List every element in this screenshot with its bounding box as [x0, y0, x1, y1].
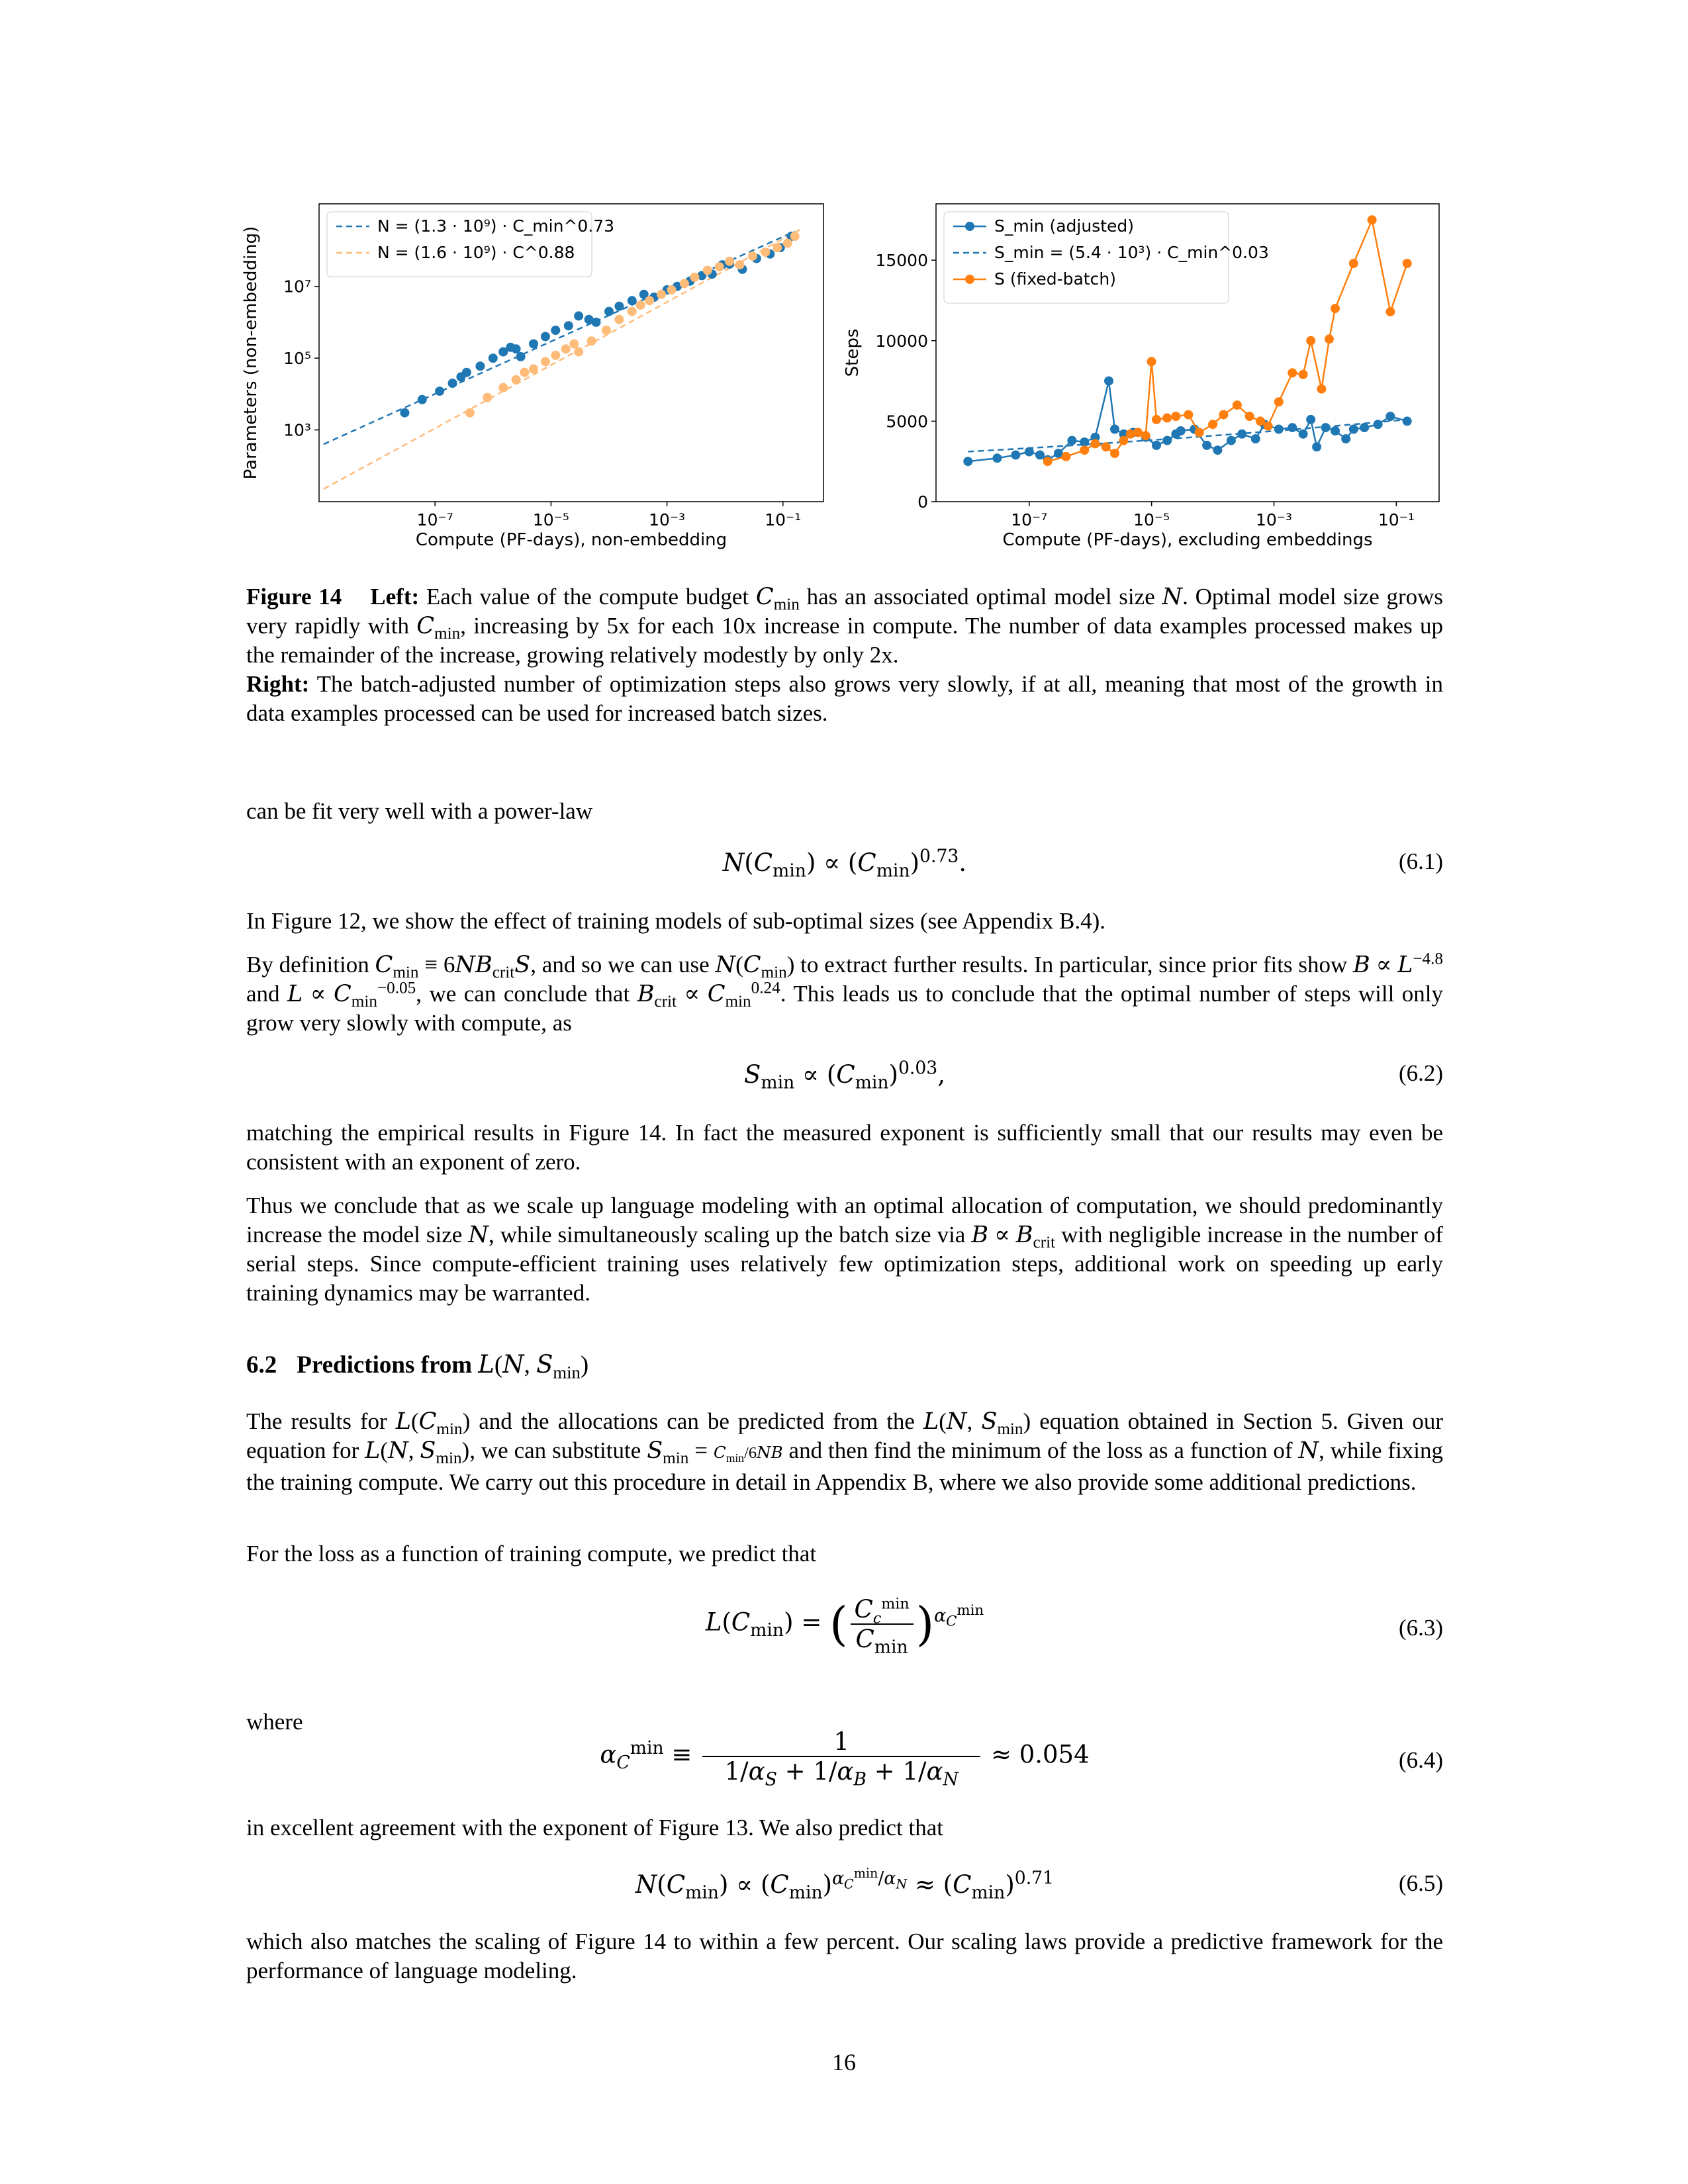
data-point: [465, 408, 475, 418]
equation-number: (6.1): [1398, 848, 1443, 874]
data-point: [561, 344, 571, 353]
data-point: [614, 315, 624, 324]
data-point: [498, 383, 508, 392]
data-point: [1374, 420, 1383, 429]
data-point: [1147, 357, 1156, 366]
data-point: [1011, 451, 1020, 460]
x-tick-label: 10⁻⁵: [532, 510, 569, 529]
x-tick-label: 10⁻¹: [765, 510, 802, 529]
y-axis-label: Parameters (non-embedding): [241, 226, 261, 480]
data-point: [1264, 422, 1273, 431]
caption-text: The batch-adjusted number of optimization steps also grows very slowly, if at all, meaning that most of the growth in data examples processed can be used for increased batch sizes.: [246, 671, 1443, 726]
paragraph: can be fit very well with a power-law: [246, 798, 593, 824]
data-point: [715, 262, 724, 271]
data-point: [1110, 425, 1119, 434]
left-chart: [241, 199, 829, 569]
data-point: [1341, 434, 1350, 443]
data-point: [1152, 415, 1161, 424]
x-tick-label: 10⁻⁷: [1011, 510, 1048, 529]
legend-label: N = (1.6 · 10⁹) · C^0.88: [377, 243, 575, 262]
data-point: [1349, 425, 1358, 434]
data-point: [1317, 385, 1326, 394]
data-point: [1349, 259, 1358, 268]
figure-caption: Figure 14 Left: Each value of the compute budget $C_{min}$ has an associated optimal model size N. Optimal model size grows very rapidly with $C_{min}$, increasing by 5x for each 10x increase in compute. The number of data examples processed makes up the remainder of the increase, growing relatively modestly by only 2x. Right: The batch-adjusted number of optimization steps also grows very slowly, if at all, meaning that most of the growth in data examples processed can be used for increased batch sizes.: [246, 584, 1444, 726]
data-point: [604, 307, 614, 316]
data-point: [574, 347, 583, 357]
data-point: [1306, 415, 1315, 424]
data-point: [551, 326, 560, 335]
data-point: [483, 393, 492, 402]
data-point: [1061, 452, 1070, 461]
data-point: [448, 379, 457, 388]
data-point: [1385, 412, 1395, 421]
data-point: [569, 340, 579, 349]
legend: [944, 212, 1269, 303]
page-number: 16: [832, 2049, 856, 2075]
caption-left: Left:: [370, 584, 420, 610]
data-point: [435, 387, 444, 396]
data-point: [1080, 445, 1089, 455]
y-axis-label: Steps: [843, 328, 863, 377]
data-point: [1102, 442, 1111, 451]
data-point: [680, 279, 689, 288]
data-point: [1274, 425, 1284, 434]
equation-6-3: $L(C_{min})$ = ( $\frac{C_c^{min}}{C_{min}}$ )$^{\alpha_C^{min}}$ (6.3): [705, 1595, 1443, 1658]
caption-text: . Optimal model size grows very rapidly with: [246, 584, 1444, 639]
caption-text: has an associated optimal model size: [806, 584, 1155, 610]
data-point: [773, 243, 782, 252]
data-point: [1321, 423, 1331, 432]
y-tick-label: 10000: [875, 331, 928, 351]
data-point: [1035, 451, 1045, 460]
data-point: [512, 344, 521, 353]
data-point: [1141, 431, 1150, 440]
caption-text: , increasing by 5x for each 10x increase in compute. The number of data examples processed makes up the remainder of the increase, growing relatively modestly by only 2x.: [246, 613, 1443, 668]
equation-6-4: $\alpha_C^{min}$ ≡ $\frac{1}{1/\alpha_S + 1/\alpha_B + 1/\alpha_N}$ ≈ 0.054 (6.4): [600, 1727, 1443, 1790]
paragraph: which also matches the scaling of Figure 14 to within a few percent. Our scaling laws provide a predictive framework for the performance of language modeling.: [246, 1929, 1443, 1983]
data-point: [667, 285, 677, 295]
data-point: [564, 321, 573, 330]
legend-label: S_min (adjusted): [994, 216, 1135, 236]
data-point: [1331, 304, 1340, 313]
data-point: [1176, 426, 1186, 435]
data-point: [1360, 423, 1369, 432]
data-point: [1233, 400, 1242, 410]
y-tick-label: 10⁵: [283, 349, 311, 369]
data-point: [587, 336, 596, 345]
legend: [327, 212, 614, 277]
legend-label: S (fixed-batch): [994, 269, 1116, 289]
data-point: [748, 251, 757, 261]
right-chart: [843, 199, 1443, 569]
data-point: [1299, 430, 1308, 439]
paragraph: matching the empirical results in Figure 14. In fact the measured exponent is sufficiently small that our results may even be consistent with an exponent of zero.: [246, 1120, 1443, 1175]
y-tick-label: 15000: [875, 251, 928, 271]
data-point: [520, 368, 529, 377]
y-tick-label: 10³: [283, 420, 311, 440]
paragraph: where: [246, 1709, 303, 1735]
data-point: [1091, 439, 1100, 448]
equation-6-1: $N(C_{min}) \propto (C_{min})^{0.73}$. (6.1): [722, 846, 1443, 882]
data-point: [1162, 436, 1172, 445]
data-point: [541, 357, 550, 366]
x-axis-label: Compute (PF-days), non-embedding: [415, 530, 727, 550]
data-point: [1274, 397, 1284, 406]
data-point: [592, 318, 601, 327]
data-point: [1306, 336, 1315, 345]
x-tick-label: 10⁻⁵: [1133, 510, 1170, 529]
data-point: [1152, 441, 1161, 450]
data-point: [1126, 430, 1135, 439]
caption-label: Figure 14: [246, 584, 342, 610]
data-point: [1227, 436, 1236, 445]
data-point: [963, 457, 972, 466]
data-point: [475, 361, 485, 371]
data-point: [703, 266, 712, 275]
data-point: [1403, 259, 1412, 268]
data-point: [1331, 426, 1340, 435]
data-point: [628, 296, 637, 305]
equation-6-5: $N(C_{min}) \propto (C_{min})^{\alpha_C^{min}/\alpha_N} \approx (C_{min})^{0.71}$ (6.5): [635, 1865, 1443, 1903]
data-point: [516, 352, 526, 361]
y-tick-label: 5000: [886, 412, 928, 432]
data-point: [735, 260, 745, 269]
legend-marker: [965, 275, 974, 284]
data-point: [574, 311, 583, 320]
data-point: [636, 300, 645, 310]
data-point: [418, 395, 427, 404]
data-point: [1110, 449, 1119, 458]
data-point: [1251, 434, 1260, 443]
section-number: 6.2: [246, 1351, 277, 1379]
data-point: [1119, 436, 1129, 445]
data-point: [1288, 423, 1297, 432]
x-axis-label: Compute (PF-days), excluding embeddings: [1002, 530, 1373, 550]
caption-right: Right:: [246, 671, 310, 697]
paragraph: By definition $C_{min} \equiv 6NB_{crit}S$, and so we can use $N(C_{min})$ to extract further results. In particular, since prior fits show $B \propto L^{-4.8}$ and $L \propto C_{min}^{-0.05}$, we can conclude that $B_{crit} \propto C_{min}^{0.24}$. This leads us to conclude that the optimal number of steps will only grow very slowly with compute, as: [246, 950, 1444, 1036]
data-point: [1043, 457, 1053, 466]
section-title: Predictions from: [297, 1351, 473, 1379]
data-point: [400, 408, 409, 418]
data-point: [1104, 377, 1113, 386]
equation-number: (6.3): [1398, 1615, 1443, 1641]
data-point: [1245, 412, 1254, 421]
data-point: [1288, 368, 1297, 377]
figure-14: [241, 199, 1443, 569]
data-point: [1385, 307, 1395, 316]
data-point: [690, 273, 699, 282]
data-point: [551, 351, 560, 360]
equation-number: (6.2): [1398, 1060, 1443, 1086]
equation-value: ≈ 0.054: [990, 1740, 1090, 1769]
series-line-0: [968, 381, 1407, 462]
data-point: [657, 290, 666, 299]
data-point: [1312, 442, 1321, 451]
data-point: [1202, 441, 1211, 450]
data-point: [1325, 334, 1334, 343]
equation-6-2: $S_{min} \propto (C_{min})^{0.03}$, (6.2): [743, 1058, 1443, 1093]
data-point: [529, 365, 538, 374]
data-point: [628, 307, 637, 316]
data-point: [1368, 215, 1377, 224]
data-point: [1184, 410, 1193, 420]
y-tick-label: 10⁷: [283, 277, 311, 296]
data-point: [541, 332, 550, 341]
data-point: [1171, 412, 1180, 421]
x-tick-label: 10⁻³: [1256, 510, 1293, 529]
x-tick-label: 10⁻⁷: [416, 510, 453, 529]
data-point: [614, 302, 624, 311]
data-point: [992, 453, 1002, 463]
x-tick-label: 10⁻³: [649, 510, 686, 529]
paragraph: Thus we conclude that as we scale up language modeling with an optimal allocation of computation, we should predominantly increase the model size N, while simultaneously scaling up the batch size via $B \propto B_{crit}$ with negligible increase in the number of serial steps. Since compute-efficient training uses relatively few optimization steps, additional work on speeding up early training dynamics may be warranted.: [246, 1193, 1444, 1306]
data-point: [783, 239, 792, 248]
data-point: [1403, 416, 1412, 426]
data-point: [790, 232, 800, 241]
equation-number: (6.5): [1398, 1870, 1443, 1896]
data-point: [1162, 414, 1172, 423]
data-point: [1299, 370, 1308, 379]
paragraph: in excellent agreement with the exponent of Figure 13. We also predict that: [246, 1815, 944, 1841]
section-heading: 6.2 Predictions from L(N, $S_{min}$): [246, 1350, 589, 1383]
legend-label: S_min = (5.4 · 10³) · C_min^0.03: [994, 243, 1269, 262]
paragraph: The results for $L(C_{min})$ and the allocations can be predicted from the L(N, $S_{min}$) equation obtained in Section 5. Given our equation for L(N, $S_{min}$), we can substitute $S_{min} = C_{min}/6NB$ and then find the minimum of the loss as a function of N, while fixing the training compute. We carry out this procedure in detail in Appendix B, where we also provide some additional predictions.: [246, 1408, 1444, 1495]
data-point: [1256, 416, 1265, 426]
data-point: [462, 368, 471, 377]
data-point: [1067, 436, 1076, 445]
data-point: [1213, 445, 1222, 455]
data-point: [529, 340, 538, 349]
data-point: [602, 326, 611, 335]
data-point: [645, 296, 654, 305]
paragraph: For the loss as a function of training compute, we predict that: [246, 1541, 817, 1567]
legend-label: N = (1.3 · 10⁹) · C_min^0.73: [377, 216, 615, 236]
y-tick-label: 0: [917, 492, 928, 512]
data-point: [1219, 410, 1228, 420]
data-point: [761, 248, 770, 257]
data-point: [489, 353, 498, 363]
data-point: [1208, 420, 1217, 429]
caption-text: Each value of the compute budget: [426, 584, 749, 610]
paragraph: In Figure 12, we show the effect of training models of sub-optimal sizes (see Appendix B.4).: [246, 908, 1105, 934]
data-point: [512, 375, 521, 385]
legend-marker: [965, 222, 974, 231]
equation-number: (6.4): [1398, 1747, 1443, 1773]
x-tick-label: 10⁻¹: [1378, 510, 1415, 529]
data-point: [725, 257, 734, 266]
data-point: [1195, 428, 1204, 437]
